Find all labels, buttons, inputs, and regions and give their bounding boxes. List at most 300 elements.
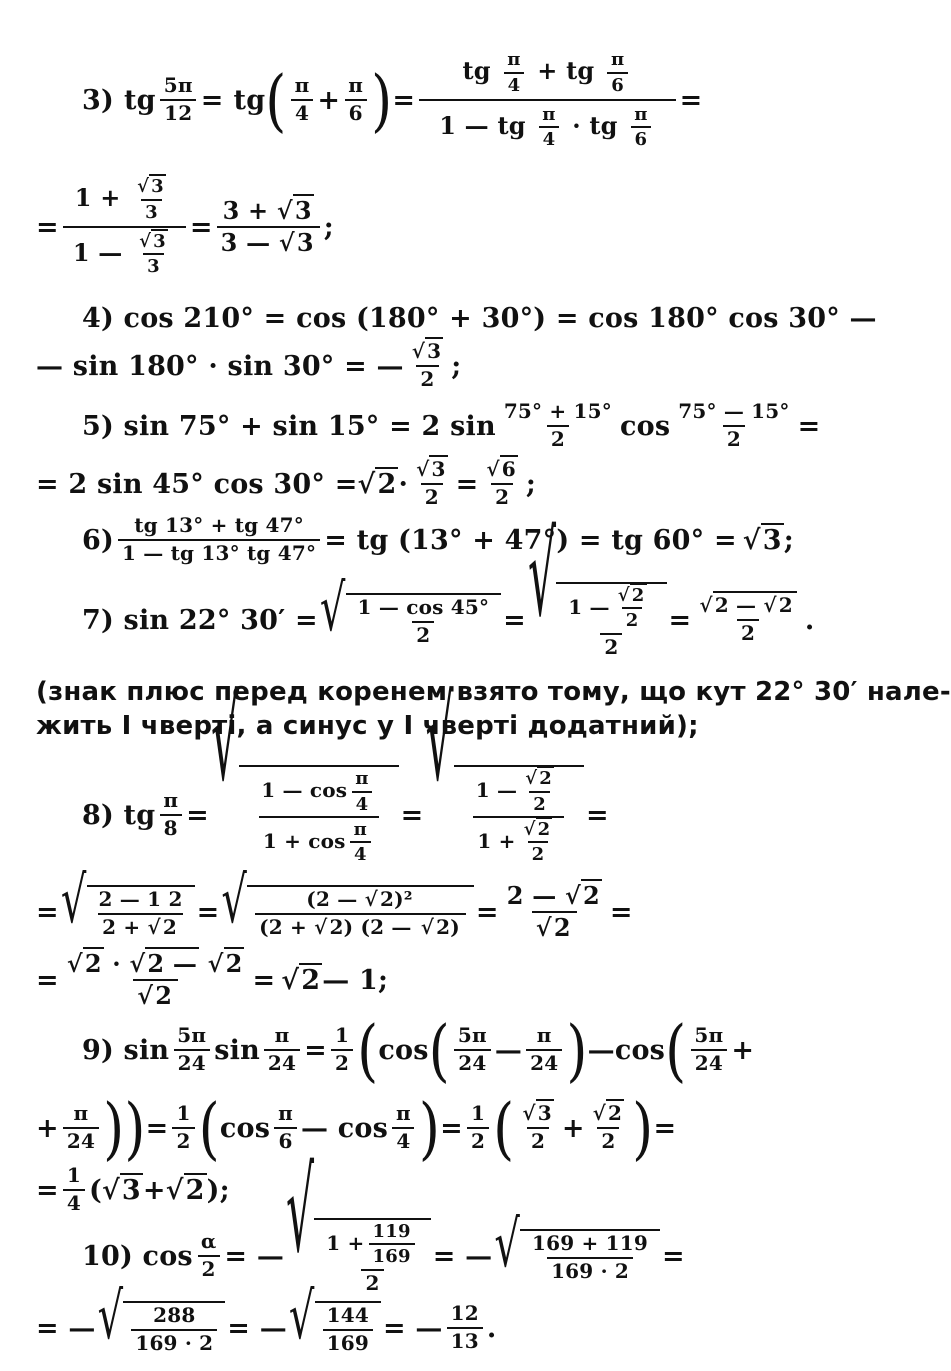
formula-4-line-2 [0, 336, 871, 396]
radical-sign: √ [286, 1146, 315, 1279]
formula-text: 5) sin 75° + sin 15° = 2 sin [82, 410, 496, 442]
denominator: 2 [172, 1127, 194, 1153]
equals: = — [432, 1240, 493, 1272]
denominator: 6 [631, 126, 652, 149]
one: 1 [439, 110, 457, 140]
radical-sign: √ [60, 864, 87, 939]
fraction [447, 1303, 483, 1352]
denominator: 2 [547, 425, 569, 451]
denominator: 2 + √ 2 [98, 913, 183, 939]
paren: ( [665, 1010, 687, 1090]
numerator: √2 · √2 — √2 [66, 949, 243, 979]
radicand: 2 [778, 593, 793, 618]
numerator [472, 769, 566, 816]
numerator: 2 — 1 2 [98, 887, 183, 912]
denominator: 4 [291, 99, 313, 125]
radicand [123, 1301, 225, 1354]
numerator: (2 — √ 2)² [306, 887, 413, 912]
radical-sign: √ [288, 1280, 315, 1355]
fraction [95, 889, 187, 938]
radicand: 2 [553, 913, 571, 942]
fraction [217, 198, 320, 256]
numerator [442, 50, 652, 99]
denominator: 24 [63, 1127, 99, 1153]
denominator: 169 [369, 1243, 415, 1266]
plus: + [36, 1112, 59, 1144]
denominator: 3 [141, 199, 162, 222]
numerator: π [163, 788, 179, 813]
dot: . [486, 1312, 497, 1344]
fraction [467, 1103, 489, 1152]
den-text: (2 + [259, 915, 308, 939]
numerator [564, 586, 658, 633]
radicand: 3 [294, 196, 312, 226]
numerator: 5π [177, 1023, 207, 1048]
tg-text: tg [566, 56, 595, 86]
denominator: 6 [345, 99, 367, 125]
denominator: √2 [133, 979, 178, 1009]
fraction [454, 1025, 491, 1074]
radicand [556, 582, 666, 658]
radicand [520, 1229, 660, 1282]
fraction [173, 1025, 210, 1074]
numerator: √ 2 [523, 819, 551, 840]
equals: = [36, 896, 59, 928]
radical-sign: √ [221, 864, 248, 939]
denominator [419, 99, 675, 150]
sqrt [60, 864, 195, 939]
denominator: 12 [160, 99, 196, 125]
numerator: 2 — √2 [506, 881, 600, 911]
sqrt [210, 674, 399, 866]
fraction [520, 820, 557, 865]
numerator: π [278, 1101, 293, 1126]
radicand [247, 885, 474, 938]
numerator: π [610, 49, 625, 71]
numerator: √ 6 [486, 457, 516, 482]
radicand: 2 [582, 881, 600, 911]
paren: ) [418, 1088, 441, 1168]
equals: = [440, 1112, 463, 1144]
denominator: 2 [527, 1127, 549, 1153]
dot: · [398, 468, 409, 500]
fraction [408, 341, 447, 390]
radical-sign: √ [425, 674, 454, 808]
fraction [247, 769, 390, 865]
numerator: 1 [66, 1163, 81, 1188]
equals: = [455, 468, 479, 500]
formula-6 [0, 512, 917, 568]
denominator: (2 + √ 2) (2 — √ 2) [255, 913, 466, 939]
paren: ( [493, 1088, 515, 1168]
radicand: 3 [537, 1101, 552, 1126]
fraction [354, 597, 494, 646]
den-text: 1 + [477, 828, 516, 853]
denominator: 1 — tg 13° tg 47° [118, 539, 320, 565]
fraction [274, 1103, 297, 1152]
paren: ); [206, 1174, 230, 1206]
paren: ) [371, 60, 393, 140]
cos-text: cos [614, 1034, 666, 1066]
equals: = [662, 1240, 685, 1272]
denominator: 13 [447, 1327, 483, 1353]
numerator: 3 + √3 [222, 196, 312, 226]
fraction [526, 1025, 562, 1074]
cos-text: cos [219, 1112, 271, 1144]
fraction [607, 50, 628, 95]
num-text: 1 + [326, 1230, 365, 1255]
formula-text: = tg (13° + 47°) = tg 60° = [324, 524, 737, 556]
denominator: 4 [392, 1127, 414, 1153]
fraction [172, 1103, 194, 1152]
equals: = [252, 964, 276, 996]
radicand [239, 765, 398, 865]
sin-text: sin [214, 1034, 260, 1066]
minus: — [587, 1034, 615, 1066]
fraction [197, 1231, 221, 1280]
numerator: 75° — 15° [678, 399, 790, 424]
tg-text: tg [462, 56, 491, 86]
fraction [674, 401, 793, 450]
paren: ( [428, 1010, 450, 1090]
fraction [564, 586, 658, 658]
fraction [135, 232, 172, 277]
radical-sign: √ [528, 510, 557, 643]
denominator: 2 [198, 1255, 220, 1281]
denominator: 4 [539, 126, 560, 149]
radicand: 2 [608, 1101, 623, 1126]
plus: + [731, 1034, 755, 1066]
denominator: 24 [264, 1049, 300, 1075]
fraction [118, 515, 320, 564]
num-text: 1 — [568, 594, 610, 619]
numerator: 1 [470, 1101, 486, 1126]
paren: )) [103, 1088, 146, 1168]
formula-3-line-2 [0, 162, 871, 292]
fraction [255, 889, 466, 938]
formula-text: 9) sin [82, 1034, 170, 1066]
formula-text: 10) cos [82, 1240, 193, 1272]
equals: = [200, 84, 224, 116]
fraction [344, 75, 367, 124]
sqrt: √3 [101, 1174, 141, 1206]
item-label: 6) [82, 524, 114, 556]
radicand: 2 [185, 1174, 205, 1206]
denominator: 2 [421, 483, 443, 509]
radical-sign: √ [319, 572, 346, 647]
denominator: 2 [622, 607, 643, 630]
denominator: 3 [143, 253, 164, 276]
paren: ) [632, 1088, 654, 1168]
semicolon: ; [525, 468, 537, 500]
equals: = [400, 799, 424, 831]
den-text: 1 + cos [262, 828, 346, 853]
paren: ) [566, 1010, 588, 1090]
radicand: 2 — [147, 949, 198, 979]
denominator: 2 [412, 621, 434, 647]
numerator: 169 + 119 [532, 1231, 649, 1256]
num-text: 1 — [475, 778, 518, 803]
equals: = [36, 211, 59, 243]
formula-text: — 1; [322, 964, 389, 996]
num-text: 1 — cos [261, 778, 348, 803]
radicand [315, 1301, 381, 1354]
num-text: 3 + [222, 196, 269, 226]
numerator: 5π [163, 73, 193, 98]
equals: = [196, 896, 220, 928]
denominator: 24 [454, 1049, 490, 1075]
den-text: 3 — [220, 228, 271, 257]
numerator: √ 2 [617, 584, 645, 606]
paren: ( [88, 1174, 102, 1206]
numerator: √ 3 [416, 457, 446, 482]
numerator: 1 [176, 1101, 191, 1126]
radicand: 3 [153, 231, 166, 252]
numerator: √ 2 [525, 768, 552, 790]
equals: = — [36, 1312, 96, 1344]
radicand: 6 [501, 457, 516, 482]
denominator [473, 816, 564, 865]
fraction [690, 1025, 727, 1074]
semicolon: ; [451, 350, 462, 382]
numerator: π [536, 1023, 552, 1048]
plus: + [317, 84, 341, 116]
numerator: π [542, 104, 556, 125]
formula-8-line-3 [0, 948, 871, 1012]
numerator: π [355, 768, 369, 790]
radicand: 3 [431, 457, 446, 482]
num-text: 2 — [506, 881, 557, 911]
fraction [159, 790, 182, 839]
denominator: 2 [331, 1049, 353, 1075]
cos-text: cos [619, 410, 671, 442]
equals: = [653, 1112, 677, 1144]
fraction [462, 769, 576, 865]
big-fraction [63, 177, 186, 277]
formula-text: 8) tg [82, 799, 156, 831]
radicand: 2 [162, 915, 177, 939]
equals: = [189, 211, 213, 243]
formula-3-line-1 [0, 49, 917, 151]
sqrt [97, 1280, 226, 1355]
minus: — [464, 110, 489, 140]
numerator: 1 — cos 45° [357, 595, 490, 620]
fraction [63, 1103, 99, 1152]
formula-text: 4) cos 210° = cos (180° + 30°) = cos 180° cos 30° — [82, 302, 877, 334]
plus: + [100, 183, 121, 213]
denominator: 2 [467, 1127, 489, 1153]
sqrt: √2 [165, 1174, 205, 1206]
sqrt: √3 [742, 524, 782, 556]
tg-text: tg [497, 110, 526, 140]
numerator: √ 2 — √ 2 [695, 595, 800, 619]
numerator: π [73, 1101, 89, 1126]
radical-sign: √ [494, 1208, 521, 1283]
denominator: 6 [607, 72, 628, 95]
semicolon: ; [783, 524, 794, 556]
numerator: √ 3 [411, 339, 442, 364]
numerator: √ 3 [522, 1101, 552, 1126]
numerator: π [507, 49, 521, 71]
numerator: π [348, 73, 364, 98]
numerator: π [353, 819, 368, 840]
numerator [65, 177, 184, 226]
denominator: 4 [352, 791, 373, 814]
formula-text: — cos [300, 1112, 388, 1144]
fraction [369, 1222, 415, 1267]
fraction [500, 401, 616, 450]
fraction [131, 1305, 217, 1354]
denominator [63, 226, 186, 277]
radicand: 3 [121, 1174, 141, 1206]
denominator: √2 [532, 911, 577, 941]
numerator: tg 13° + tg 47° [134, 513, 304, 538]
fraction [630, 105, 651, 150]
tg-text: tg [233, 84, 266, 116]
equals: = [145, 1112, 169, 1144]
numerator [322, 1222, 422, 1269]
fraction [521, 769, 558, 814]
fraction [614, 586, 651, 631]
formula-8-line-2 [0, 864, 871, 952]
denominator: 2 [491, 483, 513, 509]
numerator: √ 2 [592, 1101, 623, 1126]
equals: = [475, 896, 499, 928]
denominator: 2 [529, 791, 550, 814]
numerator: √ 3 [137, 176, 164, 198]
numerator: 119 [372, 1220, 411, 1242]
equals: = [36, 1174, 59, 1206]
denominator: 2 [361, 1269, 383, 1295]
num-text: (2 — [306, 887, 358, 912]
numerator: π [396, 1101, 411, 1126]
fraction [503, 883, 606, 941]
numerator: π [294, 73, 310, 98]
radicand: 3 [151, 176, 164, 198]
one: 1 [74, 183, 92, 213]
note-text: жить I чверті, а синус у I чверті додатний); [36, 711, 699, 741]
equals: = — [382, 1312, 443, 1344]
paren: ( [357, 1010, 379, 1090]
radicand: 2 [539, 768, 552, 790]
formula-10-line-2 [0, 1280, 871, 1360]
radicand [346, 593, 502, 646]
radicand [454, 765, 584, 865]
denominator: 3 — √3 [217, 226, 320, 256]
equals: = [609, 896, 633, 928]
formula-10-line-1 [0, 1146, 917, 1304]
radicand: 2 [84, 949, 102, 979]
radicand: 2 [537, 819, 551, 840]
radicand [314, 1218, 430, 1294]
formula-5-line-2 [0, 456, 871, 512]
denominator: 4 [350, 841, 371, 864]
numerator: π [274, 1023, 290, 1048]
sqrt [528, 510, 667, 659]
numerator: √ 3 [139, 231, 166, 252]
note-text: (знак плюс перед коренем взято тому, що кут 22° 30′ нале- [36, 677, 951, 707]
radicand: 2) (2 — [329, 915, 412, 939]
fraction [695, 595, 800, 644]
numerator: π [634, 104, 648, 125]
radical-sign: √ [210, 674, 240, 808]
cos-text: cos [378, 1034, 429, 1066]
sqrt: √2 [357, 468, 397, 500]
dot: · [112, 949, 121, 979]
numerator [257, 769, 380, 816]
denominator: 4 [504, 72, 525, 95]
formula-text: 7) sin 22° 30′ = [82, 604, 318, 636]
formula-text: — sin 180° · sin 30° = — [36, 350, 404, 382]
fraction [538, 105, 559, 150]
sqrt [288, 1280, 381, 1355]
fraction [528, 1233, 652, 1282]
radicand: 2) [436, 915, 460, 939]
fraction [350, 820, 371, 865]
denominator [259, 816, 379, 865]
denominator: 24 [174, 1049, 210, 1075]
equals: = [797, 410, 821, 442]
fraction [412, 459, 451, 508]
plus: + [561, 1112, 585, 1144]
fraction [291, 75, 314, 124]
numerator: 75° + 15° [503, 399, 612, 424]
one: 1 [72, 237, 90, 267]
denominator: 24 [691, 1049, 727, 1075]
radicand: 3 [762, 524, 782, 556]
tg-text: tg [589, 110, 618, 140]
denominator: 8 [160, 814, 182, 840]
denominator: 2 [737, 619, 759, 645]
equals: = [36, 964, 59, 996]
equals: = [668, 604, 692, 636]
sqrt [494, 1208, 660, 1283]
den-text: 2 + [102, 915, 141, 939]
equals: = [304, 1034, 327, 1066]
radicand: 2)² [379, 887, 413, 912]
paren: ( [198, 1088, 220, 1168]
denominator: 2 [597, 1127, 619, 1153]
fraction [133, 177, 170, 222]
denominator: 2 [416, 365, 438, 391]
numerator: 12 [450, 1301, 479, 1326]
fraction [160, 75, 197, 124]
fraction [323, 1305, 373, 1354]
fraction [482, 459, 521, 508]
numerator: 144 [326, 1303, 369, 1328]
dot: . [804, 604, 815, 636]
fraction [264, 1025, 300, 1074]
fraction [63, 951, 249, 1009]
denominator: 6 [274, 1127, 296, 1153]
denominator: 169 · 2 [547, 1257, 633, 1283]
big-fraction [419, 50, 675, 150]
radical-sign: √ [97, 1280, 124, 1355]
formula-5-line-1 [0, 398, 917, 454]
equals: = [186, 799, 209, 831]
dot: · [572, 110, 581, 140]
denominator: 24 [526, 1049, 562, 1075]
formula-text: = 2 sin 45° cos 30° = [36, 468, 358, 500]
fraction [331, 1025, 353, 1074]
paren: ( [265, 60, 287, 140]
radicand: 2 [225, 949, 243, 979]
denominator: 2 [528, 841, 549, 864]
fraction [392, 1103, 415, 1152]
denominator: 2 [600, 633, 622, 659]
sqrt [425, 674, 584, 866]
denominator: 4 [63, 1189, 85, 1215]
